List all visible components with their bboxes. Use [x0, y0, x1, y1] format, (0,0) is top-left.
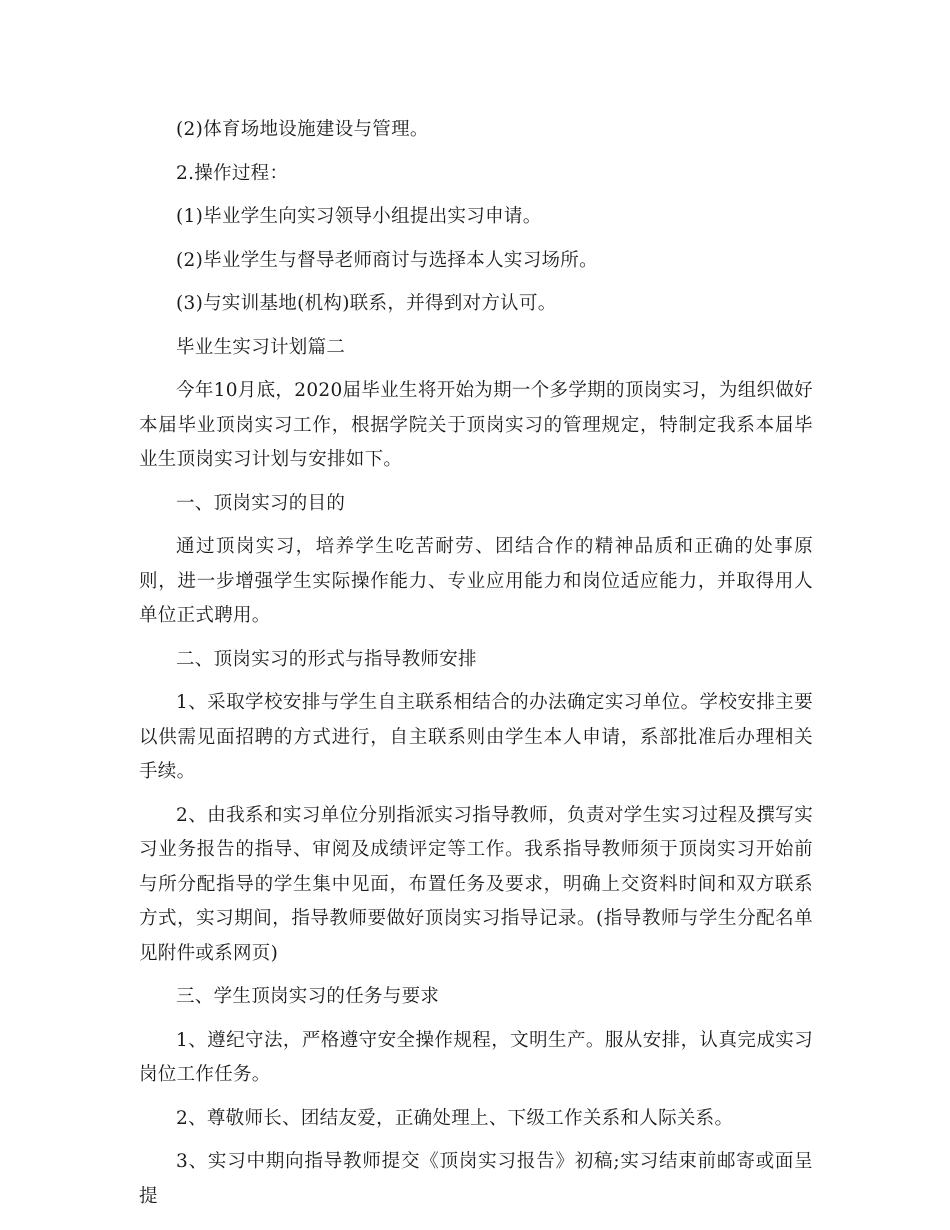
paragraph-operation-process: 2.操作过程：	[176, 162, 289, 184]
paragraph-introduction: 今年10月底，2020届毕业生将开始为期一个多学期的顶岗实习，为组织做好本届毕业顶岗实习工作，根据学院关于顶岗实习的管理规定，特制定我系本届毕业生顶岗实习计划与安排如下。	[139, 380, 813, 470]
section-heading-purpose: 一、顶岗实习的目的	[176, 492, 346, 514]
paragraph-purpose: 通过顶岗实习，培养学生吃苦耐劳、团结合作的精神品质和正确的处事原则，进一步增强学生实际操作能力、专业应用能力和岗位适应能力，并取得用人单位正式聘用。	[139, 536, 813, 626]
document-body	[139, 113, 813, 1214]
paragraph-task-2: 2、尊敬师长、团结友爱，正确处理上、下级工作关系和人际关系。	[176, 1107, 734, 1129]
section-heading-tasks: 三、学生顶岗实习的任务与要求	[176, 986, 440, 1007]
section-heading-plan-two: 毕业生实习计划篇二	[176, 336, 346, 358]
paragraph-step-3: (3)与实训基地(机构)联系，并得到对方认可。	[176, 293, 557, 314]
section-heading-form-and-teachers: 二、顶岗实习的形式与指导教师安排	[176, 648, 477, 670]
paragraph-facility-management: (2)体育场地设施建设与管理。	[176, 119, 429, 140]
paragraph-form-item-2: 2、由我系和实习单位分别指派实习指导教师，负责对学生实习过程及撰写实习业务报告的指导、审阅及成绩评定等工作。我系指导教师须于顶岗实习开始前与所分配指导的学生集中见面，布置任务及要求，明确上交资料时间和双方联系方式，实习期间，指导教师要做好顶岗实习指导记录。(指导教师与学生分配名单见附件或系网页)	[139, 804, 813, 964]
paragraph-task-1: 1、遵纪守法，严格遵守安全操作规程，文明生产。服从安排，认真完成实习岗位工作任务。	[139, 1029, 813, 1085]
paragraph-step-1: (1)毕业学生向实习领导小组提出实习申请。	[176, 206, 542, 227]
paragraph-step-2: (2)毕业学生与督导老师商讨与选择本人实习场所。	[176, 249, 598, 271]
paragraph-form-item-1: 1、采取学校安排与学生自主联系相结合的办法确定实习单位。学校安排主要以供需见面招聘的方式进行，自主联系则由学生本人申请，系部批准后办理相关手续。	[139, 692, 813, 782]
paragraph-task-3: 3、实习中期向指导教师提交《顶岗实习报告》初稿;实习结束前邮寄或面呈提	[139, 1151, 813, 1207]
